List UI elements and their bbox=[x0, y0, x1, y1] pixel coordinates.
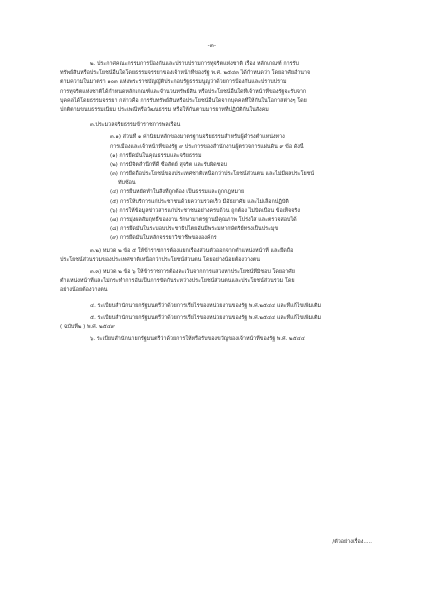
section-heading-3: ๓.ประมวลจริยธรรมข้าราชการพลเรือน bbox=[90, 122, 181, 129]
list-item-continuation: ทับซ้อน bbox=[118, 180, 136, 187]
paragraph-line: ๓.๒) หมวด ๒ ข้อ ๕ ให้ข้าราชการต้องแยกเรื่องส่วนตัวออกจากตำแหน่งหน้าที่ และยึดถือ bbox=[90, 247, 294, 254]
paragraph-line: ปกติตามขนบธรรมเนียม ประเพณีหรือวัฒนธรรม หรือให้กันตามมารยาทที่ปฏิบัติกันในสังคม bbox=[60, 106, 269, 113]
paragraph-6: ๖. ระเบียบสำนักนายกรัฐมนตรีว่าด้วยการให้หรือรับของขวัญของเจ้าหน้าที่ของรัฐ พ.ศ. ๒๕๔๔ bbox=[90, 336, 305, 343]
values-list bbox=[60, 152, 378, 244]
list-item: (๓) การยึดถือประโยชน์ของประเทศชาติเหนือกว่าประโยชน์ส่วนตน และไม่มีผลประโยชน์ bbox=[110, 171, 315, 178]
paragraph-line: ๒. ประกาศคณะกรรมการป้องกันและปราบปรามการทุจริตแห่งชาติ เรื่อง หลักเกณฑ์ การรับ bbox=[90, 61, 299, 67]
paragraph-line: ทรัพย์สินหรือประโยชน์อื่นใดโดยธรรมจรรยาของเจ้าหน้าที่ของรัฐ พ.ศ. ๒๕๔๓ ได้กำหนดว่า โดยอาศัยอำนาจ bbox=[60, 70, 311, 77]
paragraph-line: ตามความในมาตรา ๑๐๓ แห่งพระราชบัญญัติประกอบรัฐธรรมนูญว่าด้วยการป้องกันและปราบปราม bbox=[60, 79, 287, 86]
paragraph-3-3 bbox=[60, 268, 378, 296]
paragraph-line: ตำแหน่งหน้าที่และไม่กระทำการอันเป็นการขัดกันระหว่างประโยชน์ส่วนตนและประโยชน์ส่วนรวม โดย bbox=[60, 278, 295, 285]
paragraph-2 bbox=[60, 60, 378, 115]
list-item: (๗) การมุ่งผลสัมฤทธิ์ของงาน รักษามาตรฐานมีคุณภาพ โปร่งใส และตรวจสอบได้ bbox=[110, 217, 297, 223]
paragraph-line: บุคคลได้โดยธรรมจรรยา กล่าวคือ การรับทรัพย์สินหรือประโยชน์อื่นใดจากบุคคลที่ให้กันในโอกาสต่างๆ โดย bbox=[60, 97, 307, 104]
paragraph-line: ๕. ระเบียบสำนักนายกรัฐมนตรีว่าด้วยการเรี่ยไรของหน่วยงานของรัฐ พ.ศ.๒๕๔๔ และที่แก้ไขเพิ่มเติม bbox=[90, 314, 322, 321]
paragraph-line: ๓.๑) ส่วนที่ ๑ ค่านิยมหลักของมาตรฐานจริยธรรมสำหรับผู้ดำรงตำแหน่งทาง bbox=[110, 134, 285, 141]
paragraph-3-2 bbox=[60, 247, 378, 265]
document-body bbox=[60, 60, 378, 344]
list-item: (๙) การยึดมั่นในหลักจรรยาวิชาชีพขององค์กร bbox=[110, 235, 217, 242]
page-number: -๓- bbox=[207, 43, 217, 49]
paragraph-line: ประโยชน์ส่วนรวมของประเทศชาติเหนือกว่าประโยชน์ส่วนตน โดยอย่างน้อยต้องวางตน bbox=[60, 256, 260, 263]
list-item: (๔) การยืนหยัดทำในสิ่งที่ถูกต้อง เป็นธรรมและถูกกฎหมาย bbox=[110, 189, 245, 196]
list-item: (๒) การมีจิตสำนึกที่ดี ซื่อสัตย์ สุจริต และรับผิดชอบ bbox=[110, 161, 227, 168]
paragraph-line: การเมืองและเจ้าหน้าที่ของรัฐ ๙ ประการของสำนักงานผู้ตรวจการแผ่นดิน ๙ ข้อ ดังนี้ bbox=[110, 143, 304, 150]
paragraph-5 bbox=[60, 314, 378, 332]
paragraph-line: อย่างน้อยต้องวางตน bbox=[60, 287, 108, 294]
paragraph-line: ( ฉบับที่๒ ) พ.ศ. ๒๕๔๙ bbox=[60, 323, 115, 330]
list-item: (๖) การให้ข้อมูลข่าวสารแก่ประชาชนอย่างครบถ้วน ถูกต้อง ไม่บิดเบือน ข้อเท็จจริง bbox=[110, 207, 300, 214]
list-item: (๑) การยึดมั่นในคุณธรรมและจริยธรรม bbox=[110, 152, 202, 159]
paragraph-4: ๔. ระเบียบสำนักนายกรัฐมนตรีว่าด้วยการเรี่ยไรของหน่วยงานของรัฐ พ.ศ.๒๕๔๔ และที่แก้ไขเพิ่มเติม bbox=[90, 302, 322, 309]
list-item: (๕) การให้บริการแก่ประชาชนด้วยความรวดเร็ว มีอัธยาศัย และไม่เลือกปฏิบัติ bbox=[110, 198, 289, 205]
paragraph-line: ๓.๓) หมวด ๒ ข้อ ๖ ให้ข้าราชการต้องละเว้นจากการแสวงหาประโยชน์ที่มิชอบ โดยอาศัย bbox=[90, 268, 295, 275]
list-item: (๘) การยึดมั่นในระบอบประชาธิปไตยอันมีพระมหากษัตริย์ทรงเป็นประมุข bbox=[110, 226, 279, 233]
paragraph-3-1 bbox=[60, 133, 378, 151]
continuation-note: /ตัวอย่างเรื่อง..... bbox=[332, 539, 372, 545]
paragraph-line: การทุจริตแห่งชาติได้กำหนดหลักเกณฑ์และจำนวนทรัพย์สิน หรือประโยชน์อื่นใดที่เจ้าหน้าที่ของรัฐจะรับจาก bbox=[60, 88, 307, 95]
